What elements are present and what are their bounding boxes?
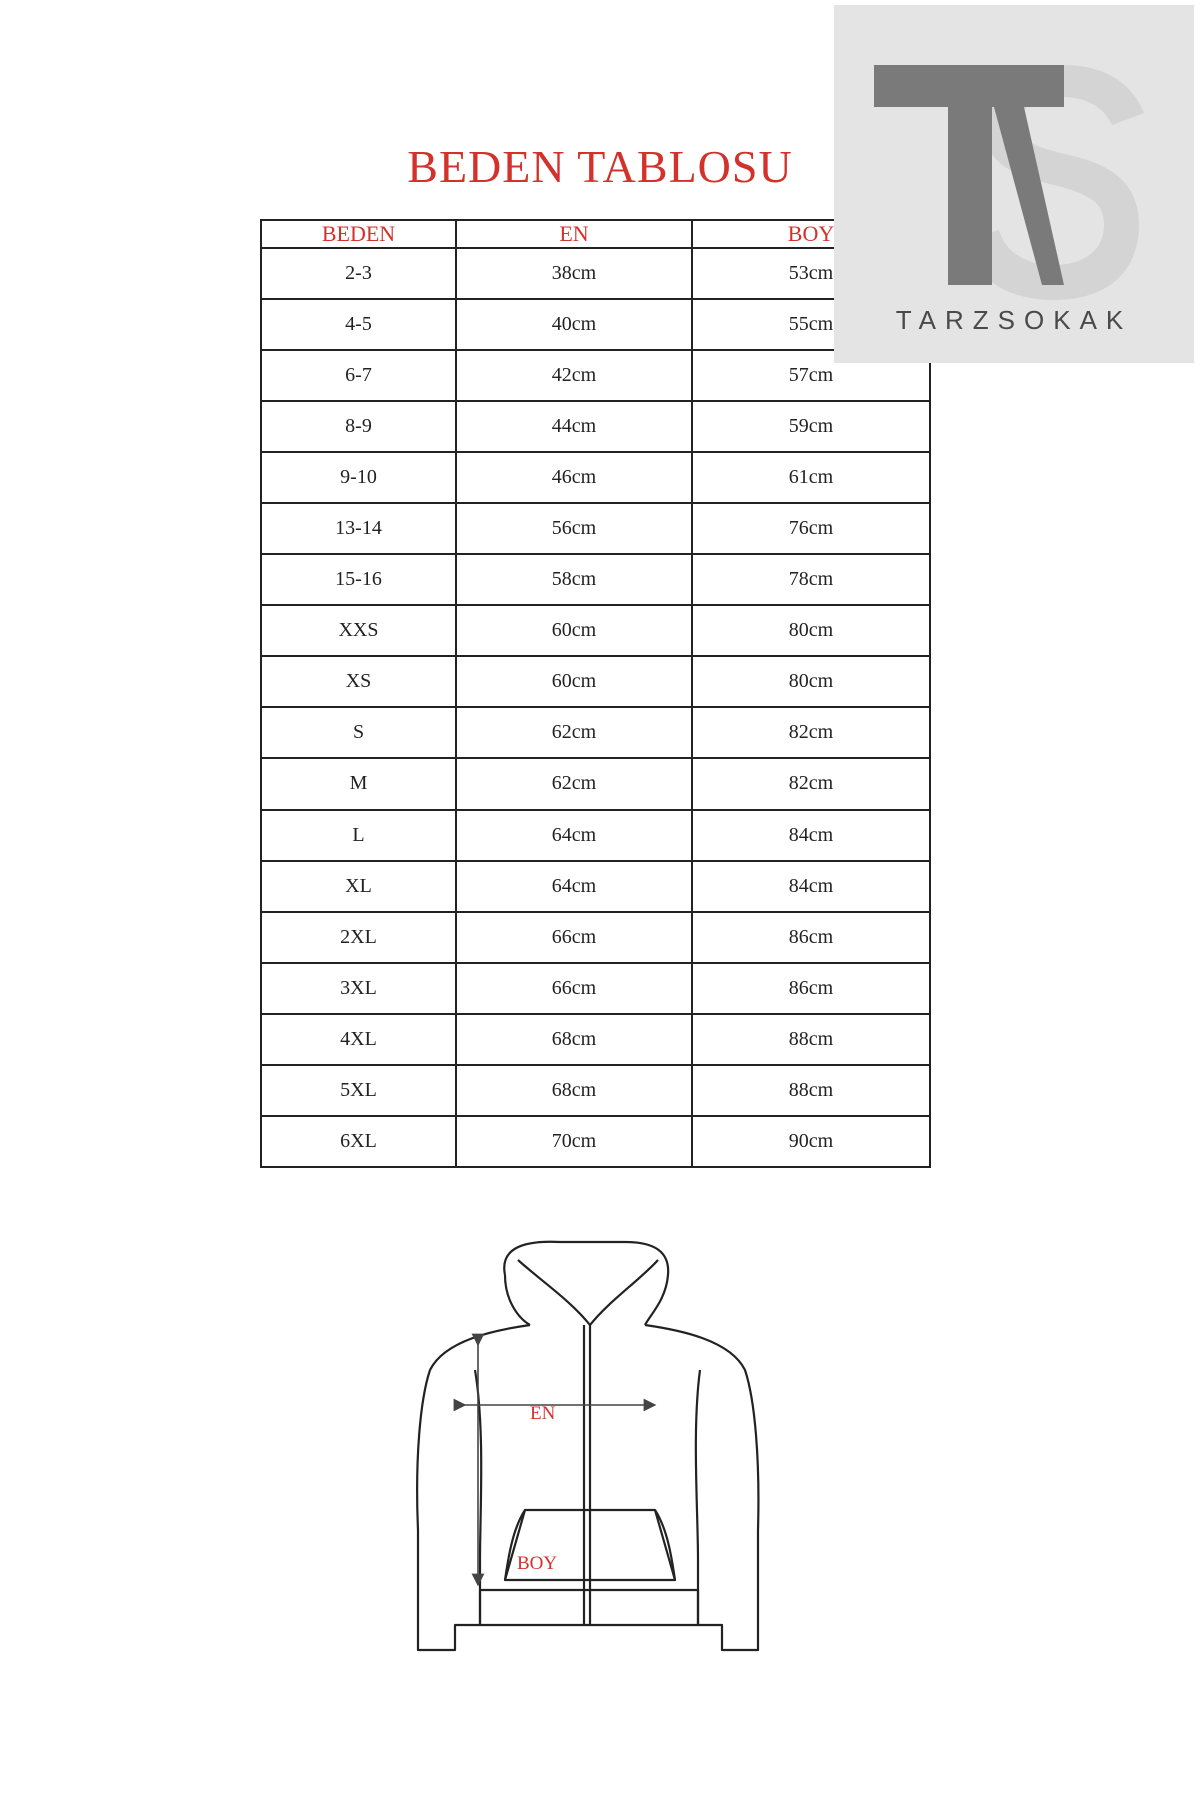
brand-name: TARZSOKAK [895,305,1133,335]
size-cell: 6-7 [261,350,456,401]
table-row [261,503,930,554]
width-cell: 46cm [456,452,692,503]
size-cell: 15-16 [261,554,456,605]
size-cell: 4XL [261,1014,456,1065]
size-cell: 13-14 [261,503,456,554]
width-cell: 60cm [456,656,692,707]
width-cell: 64cm [456,810,692,861]
length-cell: 86cm [692,963,930,1014]
length-cell: 90cm [692,1116,930,1167]
width-cell: 62cm [456,707,692,758]
length-cell: 84cm [692,861,930,912]
table-row [261,401,930,452]
size-cell: XXS [261,605,456,656]
size-cell: 4-5 [261,299,456,350]
table-row [261,554,930,605]
width-cell: 44cm [456,401,692,452]
width-cell: 68cm [456,1014,692,1065]
table-row [261,350,930,401]
length-cell: 80cm [692,656,930,707]
width-cell: 60cm [456,605,692,656]
size-cell: 9-10 [261,452,456,503]
length-cell: 53cm [692,248,930,299]
brand-logo [834,5,1194,363]
size-cell: 8-9 [261,401,456,452]
length-cell: 84cm [692,810,930,861]
table-row [261,707,930,758]
table-row [261,963,930,1014]
width-cell: 56cm [456,503,692,554]
length-cell: 82cm [692,707,930,758]
table-row [261,758,930,809]
table-header-row [261,220,930,248]
size-cell: XL [261,861,456,912]
table-row [261,605,930,656]
width-cell: 58cm [456,554,692,605]
size-cell: M [261,758,456,809]
width-cell: 66cm [456,912,692,963]
size-cell: 3XL [261,963,456,1014]
width-cell: 40cm [456,299,692,350]
width-cell: 68cm [456,1065,692,1116]
table-row [261,912,930,963]
size-cell: 2XL [261,912,456,963]
table-row [261,1065,930,1116]
table-row [261,248,930,299]
page-title: BEDEN TABLOSU [407,141,793,192]
size-cell: L [261,810,456,861]
width-cell: 42cm [456,350,692,401]
size-table [260,219,931,1168]
length-cell: 55cm [692,299,930,350]
table-row [261,810,930,861]
length-cell: 86cm [692,912,930,963]
size-cell: 5XL [261,1065,456,1116]
width-cell: 62cm [456,758,692,809]
ts-monogram-icon [864,45,1164,305]
length-cell: 78cm [692,554,930,605]
length-cell: 61cm [692,452,930,503]
length-cell: 88cm [692,1065,930,1116]
table-row [261,299,930,350]
table-row [261,1014,930,1065]
length-cell: 88cm [692,1014,930,1065]
width-cell: 64cm [456,861,692,912]
size-cell: XS [261,656,456,707]
width-cell: 38cm [456,248,692,299]
table-row [261,452,930,503]
hoodie-icon [400,1230,780,1670]
size-cell: S [261,707,456,758]
length-cell: 57cm [692,350,930,401]
table-row [261,861,930,912]
table-row [261,1116,930,1167]
width-cell: 70cm [456,1116,692,1167]
length-cell: 76cm [692,503,930,554]
column-header-width: EN [456,220,692,248]
column-header-length: BOY [692,220,930,248]
column-header-size: BEDEN [261,220,456,248]
table-row [261,656,930,707]
size-cell: 2-3 [261,248,456,299]
length-cell: 82cm [692,758,930,809]
width-cell: 66cm [456,963,692,1014]
size-cell: 6XL [261,1116,456,1167]
length-cell: 80cm [692,605,930,656]
length-label: BOY [517,1553,558,1574]
width-label: EN [530,1403,556,1424]
length-cell: 59cm [692,401,930,452]
